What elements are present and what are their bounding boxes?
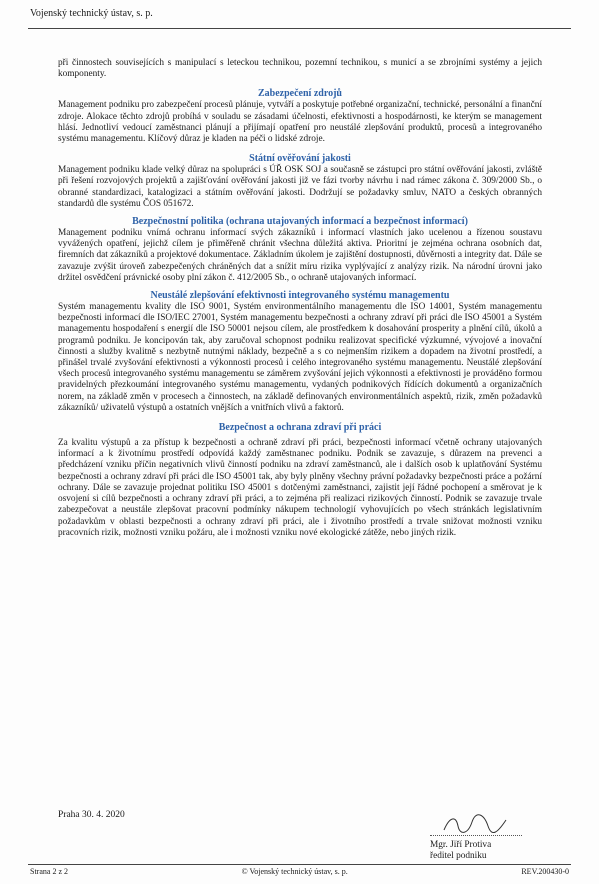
section-body-ohs: Za kvalitu výstupů a za přístup k bezpečnosti a ochraně zdraví při práci, bezpečnosti informací včetně ochrany utajovaných informací a k životnímu prostředí odpovídá každý zaměstnanec podniku. Podnik se zavazuje, s důrazem na prevenci a předcházení vzniku příčin negativních vlivů činností podniku na zdraví zaměstnanců, ale i dalších osob k uplatňování Systému bezpečnosti a ochrany zdraví při práci dle ISO 45001 tak, aby byly plněny všechny právní požadavky bezpečnosti práce a požární ochrany. Dále se zavazuje projednat politiku ISO 45001 s dotčenými zaměstnanci, zajistit její řádné pochopení a směrovat je k osvojení si cílů bezpečnosti a ochrany zdraví při práci, a to zejména při realizaci rizikových činností. Podnik se zavazuje trvale zabezpečovat a neustále zlepšovat pracovní podmínky nákupem technologií vyhovujících po všech stránkách legislativním požadavkům v oblasti bezpečnosti a ochrany zdraví při práci, ale i životního prostředí a trvale snižovat možnosti vzniku pracovních rizik, možnosti vzniku požáru, ale i možnosti vzniku nové ekologické zátěže, nebo jiných rizik. (58, 438, 542, 538)
header-divider (28, 28, 571, 29)
page-number: Strana 2 z 2 (30, 867, 68, 876)
document-body (58, 58, 542, 539)
signing-date: Praha 30. 4. 2020 (58, 810, 125, 820)
section-title-security-policy: Bezpečnostní politika (ochrana utajovaných informací a bezpečnost informací) (132, 216, 468, 228)
signer-block (430, 840, 491, 862)
revision-code: REV.200430-0 (521, 867, 569, 876)
footer-copyright: © Vojenský technický ústav, s. p. (241, 867, 348, 876)
intro-paragraph: při činnostech souvisejících s manipulací s leteckou technikou, pozemní technikou, s municí a se zbrojními systémy a jejich komponenty. (58, 58, 542, 80)
section-body-continuous-improvement: Systém managementu kvality dle ISO 9001, Systém environmentálního managementu dle ISO 14001, Systém managementu bezpečnosti informací dle ISO/IEC 27001, Systém managementu bezpečnosti a ochrany zdraví při práci dle ISO 45001 a Systém managementu hospodaření s energií dle ISO 50001 nejsou cílem, ale prostředkem k dosahování prosperity a plnění cílů, úkolů a programů podniku. Je koncipován tak, aby zaručoval schopnost podniku realizovat specifické výzkumné, vývojové a inovační činnosti a služby kvalitně s nezbytně nutnými náklady, bezpečně a s co nejmenším rizikem a dopadem na životní prostředí, a přinášel trvalé zvyšování efektivnosti a výkonnosti procesů i celého integrovaného systému managementu. Neustálé zlepšování všech procesů integrovaného systému managementu se záměrem zvyšování jejich výkonnosti a efektivnosti je prováděno formou pravidelných přezkoumání integrovaného systému managementu, vydaných podnikových řídících dokumentů a organizačních norem, na základě změn v procesech a činnostech, na základě definovaných environmentálních aspektů, rizik, změn požadavků zákazníků/ uživatelů výstupů a ostatních vnějších a vnitřních vlivů a faktorů. (58, 302, 542, 413)
signature-image (440, 812, 510, 836)
page-header: Vojenský technický ústav, s. p. (30, 8, 153, 19)
section-title-ohs: Bezpečnost a ochrana zdraví při práci (218, 422, 382, 434)
signer-name: Mgr. Jiří Protiva (430, 840, 492, 850)
signature-line (430, 835, 522, 836)
signer-role: ředitel podniku (430, 851, 487, 861)
page-footer (30, 867, 569, 876)
section-body-resources: Management podniku pro zabezpečení procesů plánuje, vytváří a poskytuje potřebné organizační, technické, personální a finanční zdroje. Alokace těchto zdrojů probíhá v souladu se zásadami účelnosti, efektivnosti a hospodárnosti, ke kterým se management hlásí. Jednotliví vedoucí zaměstnanci plánují a přijímají opatření pro neustálé zlepšování produktů, procesů a integrovaného systému managementu. Klíčový důraz je kladen na péči o lidské zdroje. (58, 100, 542, 145)
section-title-quality-verification: Státní ověřování jakosti (249, 153, 351, 165)
section-title-resources: Zabezpečení zdrojů (258, 88, 342, 100)
section-body-quality-verification: Management podniku klade velký důraz na spolupráci s ÚŘ OSK SOJ a současně se zástupci pro státní ověřování jakosti, zvláště při řešení rozvojových projektů a zajišťování ověřování jakosti již ve fázi tvorby návrhu i nad rámec zákona č. 309/2000 Sb., o obranné standardizaci, katalogizaci a státním ověřování jakosti. Dodržují se požadavky smluv, NATO a českých obranných standardů dle systému ČOS 051672. (58, 165, 542, 209)
section-body-security-policy: Management podniku vnímá ochranu informací svých zákazníků i informací vlastních jako ucelenou a řízenou soustavu vyvážených opatření, jejichž cílem je přiměřeně chránit všechna důležitá aktiva. Prioritní je zejména ochrana osobních dat, firemních dat zákazníků a projektové dokumentace. Základním úkolem je zajištění dostupnosti, důvěrnosti a integrity dat. Dále se zavazuje zvýšit úroveň zabezpečených chráněných dat a snížit míru rizika vyplývající z analýzy rizik. Na národní úrovni jako držitel osvědčení právnické osoby plní zákon č. 412/2005 Sb., o ochraně utajovaných informací. (58, 228, 542, 283)
section-title-continuous-improvement: Neustálé zlepšování efektivnosti integrovaného systému managementu (150, 290, 450, 302)
footer-divider (28, 864, 571, 865)
